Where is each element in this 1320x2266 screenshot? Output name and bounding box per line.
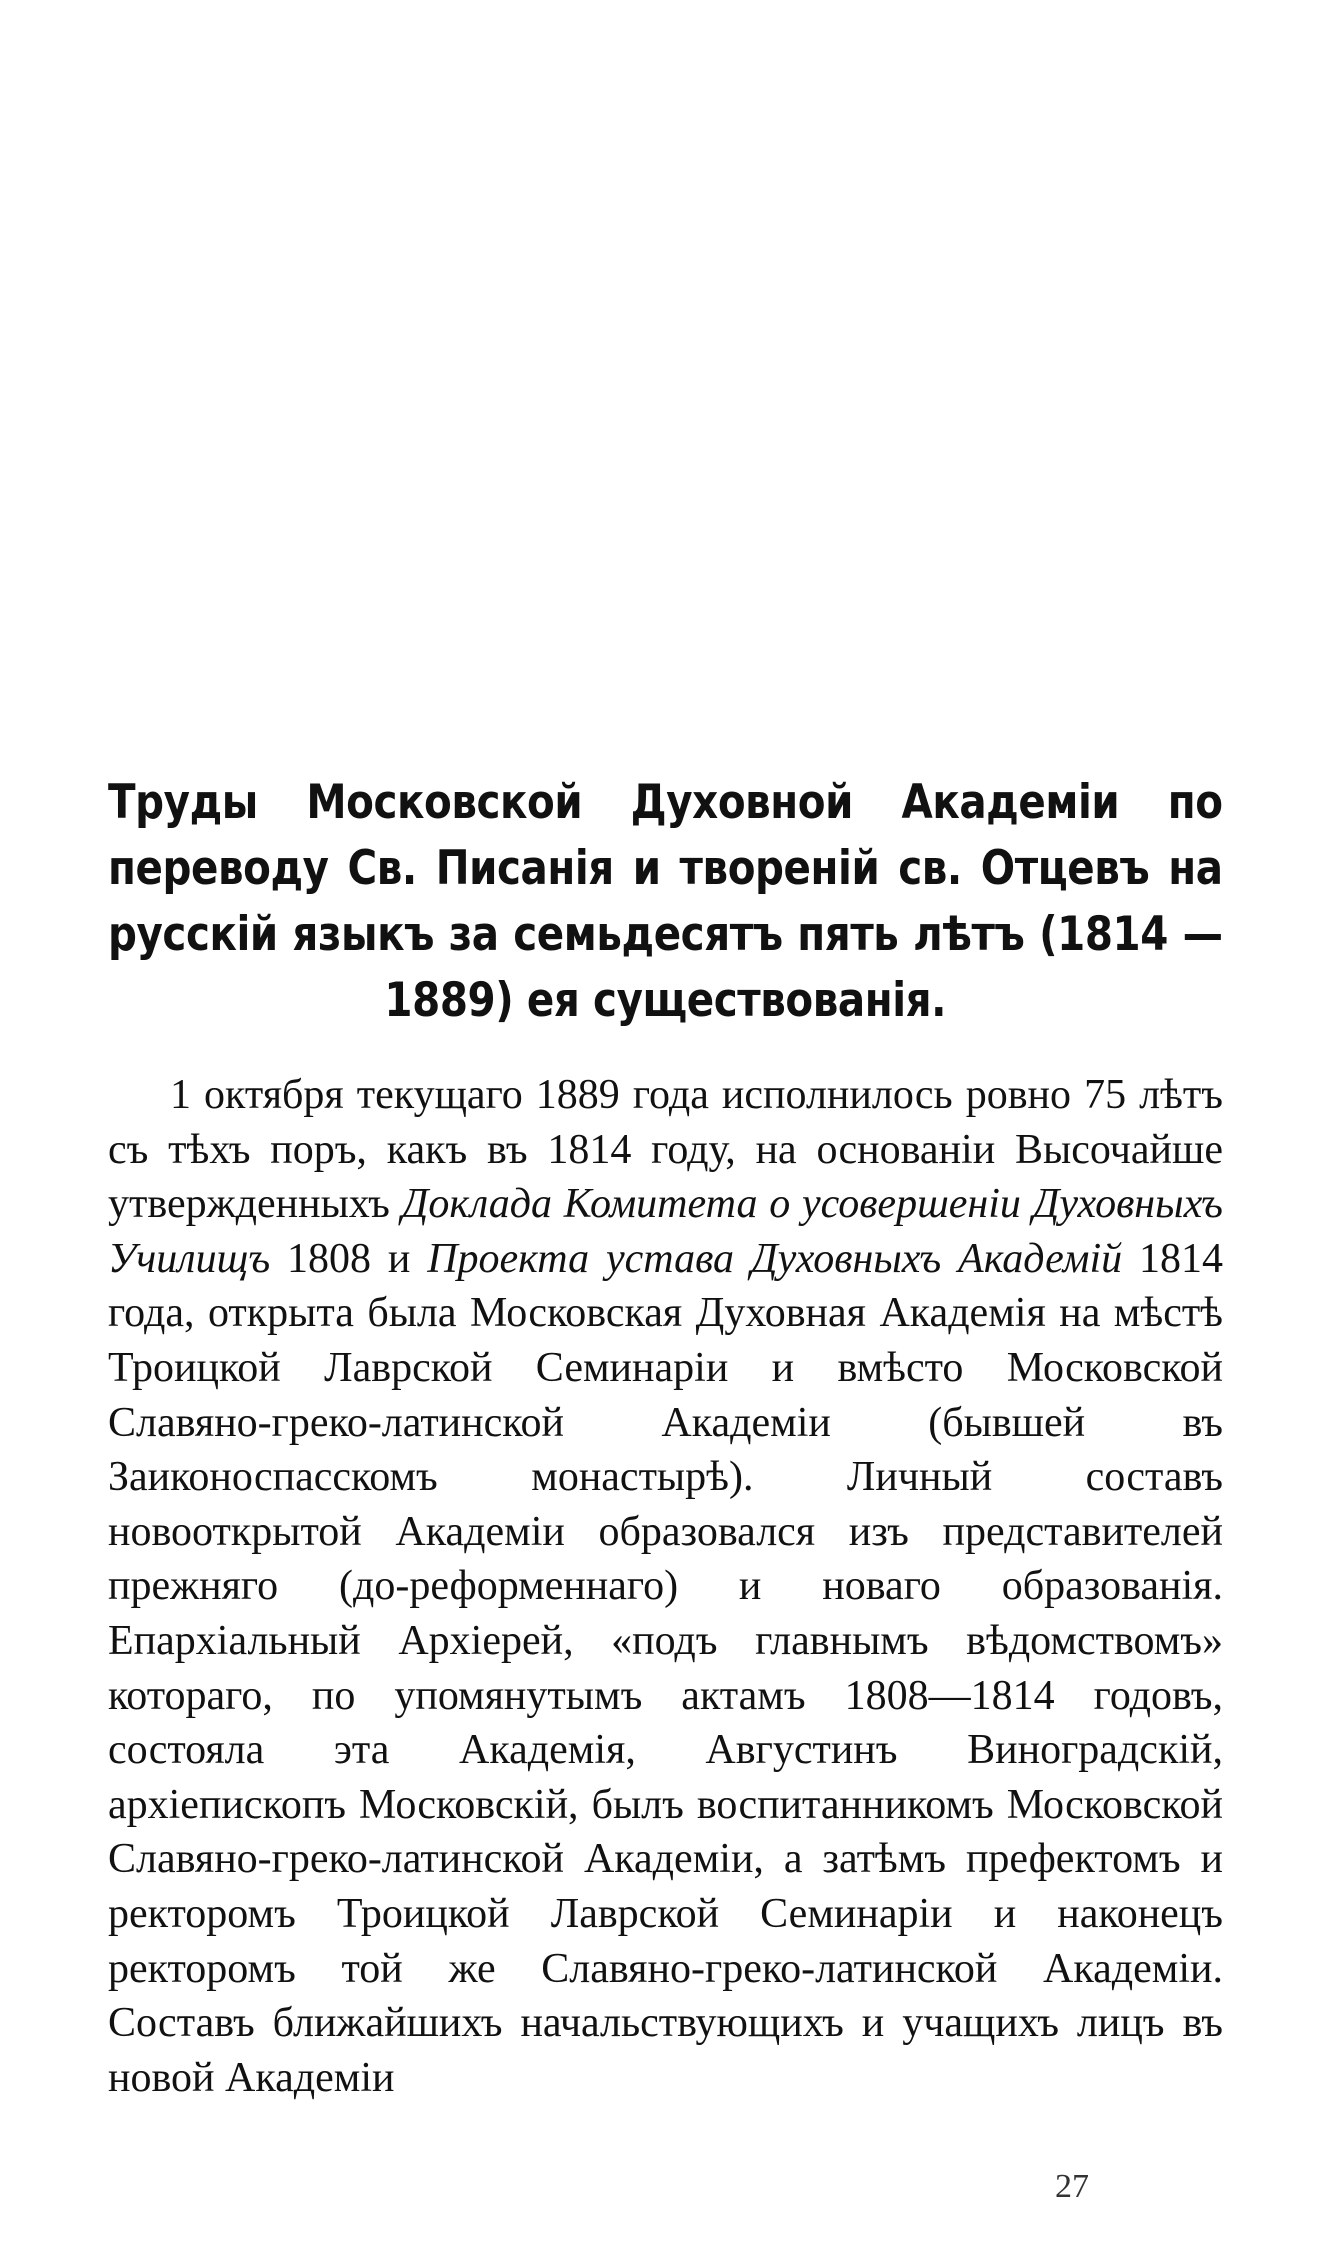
text-segment-3: 1814 года, открыта была Московская Духовная Академія на мѣстѣ Троицкой Лаврской Семинаріи и вмѣсто Московской Славяно-греко-латинской Академіи (бывшей въ Заиконоспасскомъ монастырѣ). Личный составъ новооткрытой Академіи образовался изъ представителей прежняго (до-реформеннаго) и новаго образованія. Епархіальный Архіерей, «подъ главнымъ вѣдомствомъ» котораго, по упомянутымъ актамъ 1808—1814 годовъ, состояла эта Академія, Августинъ Виноградскій, архіепископъ Московскій, былъ воспитанникомъ Московской Славяно-греко-латинской Академіи, а затѣмъ префектомъ и ректоромъ Троицкой Лаврской Семинаріи и наконецъ ректоромъ той же Славяно-греко-латинской Академіи. Составъ ближайшихъ начальствующихъ и учащихъ лицъ въ новой Академіи: [108, 1235, 1223, 2101]
chapter-heading: Труды Московской Духовной Академіи по переводу Св. Писанія и твореній св. Отцевъ на русскій языкъ за семьдесятъ пять лѣтъ (1814 — 1889) ея существованія.: [108, 775, 1223, 1028]
text-segment-1: 1 октября текущаго 1889 года исполнилось ровно 75 лѣтъ съ тѣхъ поръ, какъ въ 1814 году, на основаніи Высочайше утвержденныхъ: [108, 1072, 1223, 1228]
page-number: 27: [1055, 2168, 1089, 2205]
paragraph-text: [108, 1068, 1223, 2105]
text-segment-2: 1808 и: [270, 1235, 428, 1282]
italic-title-report: Доклада Комитета о усовершеніи Духовныхъ Училищъ: [108, 1181, 1223, 1282]
italic-title-statute: Проекта устава Духовныхъ Академій: [427, 1235, 1123, 1282]
body-paragraph: [108, 1068, 1223, 2105]
